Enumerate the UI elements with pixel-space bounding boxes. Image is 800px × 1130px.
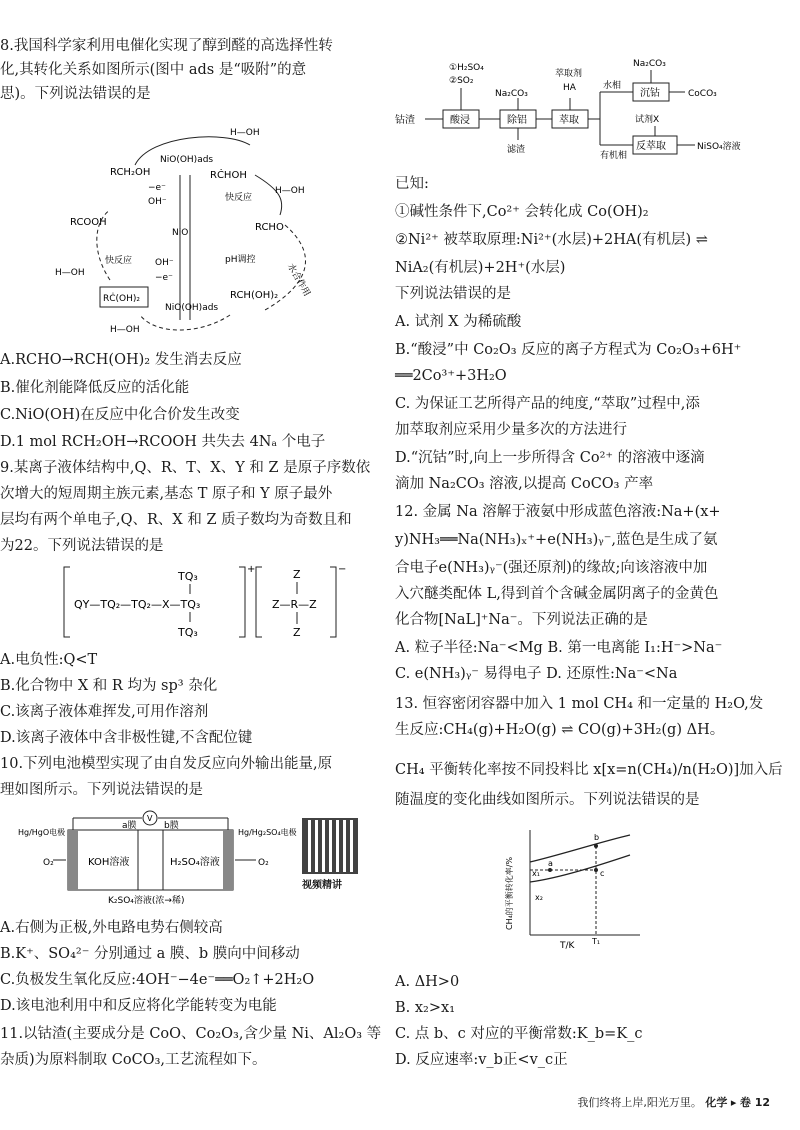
- q13-line-1: 13. 恒容密闭容器中加入 1 mol CH₄ 和一定量的 H₂O,发: [395, 696, 764, 712]
- curve-x1: [530, 835, 630, 862]
- q12-line-4: 入穴醚类配体 L,得到首个含碱金属阴离子的金黄色: [395, 586, 719, 602]
- q9-option-a: A.电负性:Q<T: [0, 652, 98, 668]
- q10-h2so4: H₂SO₄溶液: [170, 857, 220, 868]
- q12-line-2: y)NH₃══Na(NH₃)ₓ⁺+e(NH₃)ᵧ⁻,蓝色是生成了氨: [395, 532, 718, 548]
- chart-x2: x₂: [535, 893, 543, 902]
- chart-t1: T₁: [592, 937, 601, 946]
- q10-option-a: A.右侧为正极,外电路电势右侧较高: [0, 920, 223, 936]
- q8-option-c: C.NiO(OH)在反应中化合价发生改变: [0, 407, 240, 423]
- q8-water: 水合作用: [284, 262, 312, 299]
- page-footer: [577, 1094, 770, 1110]
- q10-k2so4: K₂SO₄溶液(浓→稀): [108, 896, 185, 906]
- flow-coco3: CoCO₃: [688, 89, 717, 99]
- q13-option-d: D. 反应速率:v_b正<v_c正: [395, 1052, 568, 1068]
- q11-stem-1: 11.以钴渣(主要成分是 CoO、Co₂O₃,含少量 Ni、Al₂O₃ 等: [0, 1026, 382, 1042]
- flow-ha: HA: [563, 83, 576, 93]
- footer-arrow-icon: ▸: [730, 1096, 737, 1109]
- q8-rcoh2: RĊ(OH)₂: [103, 294, 141, 304]
- q8-cycle-diagram: [40, 120, 340, 345]
- q9-charge-plus: +: [247, 564, 256, 575]
- q9-z-bottom: Z: [293, 626, 301, 639]
- q10-a-membrane: a膜: [122, 821, 137, 831]
- flow-niso4: NiSO₄溶液: [697, 142, 741, 152]
- chart-point-a: a: [548, 859, 553, 868]
- flow-extract: 萃取: [559, 115, 579, 126]
- q11-stem-2: 杂质)为原料制取 CoCO₃,工艺流程如下。: [0, 1052, 267, 1068]
- q13-line-3: CH₄ 平衡转化率按不同投料比 x[x=n(CH₄)/n(H₂O)]加入后: [395, 762, 783, 778]
- q8-stem-3: 思)。下列说法错误的是: [0, 86, 151, 102]
- q9-tq3-bottom: TQ₃: [178, 626, 198, 639]
- q11-option-d-2: 滴加 Na₂CO₃ 溶液,以提高 CoCO₃ 产率: [395, 476, 654, 492]
- q11-option-b-1: B.“酸浸”中 Co₂O₃ 反应的离子方程式为 Co₂O₃+6H⁺: [395, 342, 742, 358]
- q10-o2-right: O₂: [258, 858, 269, 868]
- q11-known-1: ①碱性条件下,Co²⁺ 会转化成 Co(OH)₂: [395, 204, 649, 220]
- q8-option-d: D.1 mol RCH₂OH→RCOOH 共失去 4Nₐ 个电子: [0, 434, 326, 450]
- flow-extractant: 萃取剂: [555, 69, 583, 79]
- q9-tq3-top: TQ₃: [178, 570, 198, 583]
- q10-left-electrode: Hg/HgO电极: [18, 828, 66, 837]
- flow-na2co3-2: Na₂CO₃: [633, 59, 666, 69]
- q8-stem-1: 8.我国科学家利用电催化实现了醇到醛的高选择性转: [0, 38, 333, 54]
- q9-option-c: C.该离子液体难挥发,可用作溶剂: [0, 704, 209, 720]
- q13-line-2: 生反应:CH₄(g)+H₂O(g) ⇌ CO(g)+3H₂(g) ΔH。: [395, 722, 725, 738]
- q9-stem-1: 9.某离子液体结构中,Q、R、T、X、Y 和 Z 是原子序数依: [0, 460, 371, 476]
- chart-point-c: c: [600, 869, 605, 878]
- q10-koh: KOH溶液: [88, 857, 130, 868]
- curve-x2: [530, 855, 630, 882]
- q11-option-c-2: 加萃取剂应采用少量多次的方法进行: [395, 422, 627, 438]
- q8-ph: pH调控: [225, 255, 256, 265]
- q8-stem-2: 化,其转化关系如图所示(图中 ads 是“吸附”的意: [0, 62, 307, 78]
- q13-option-b: B. x₂>x₁: [395, 1000, 456, 1016]
- q8-rcho: RCHO: [255, 222, 284, 233]
- q8-minus-e-1: −e⁻: [148, 183, 166, 193]
- flow-so2: ②SO₂: [449, 76, 474, 86]
- flow-reagent: 试剂X: [635, 115, 660, 125]
- chart-ylabel: CH₄的平衡转化率/%: [505, 856, 514, 930]
- q11-option-a: A. 试剂 X 为稀硫酸: [395, 314, 522, 330]
- qr-label: 视频精讲: [302, 880, 342, 891]
- flow-precip: 沉钴: [640, 88, 660, 99]
- q8-rch2oh: RCH₂OH: [110, 167, 151, 178]
- q8-hoh-3: H—OH: [55, 268, 85, 278]
- q8-fast-2: 快反应: [105, 256, 133, 266]
- q10-option-c: C.负极发生氧化反应:4OH⁻−4e⁻══O₂↑+2H₂O: [0, 972, 315, 988]
- q8-option-a: A.RCHO→RCH(OH)₂ 发生消去反应: [0, 352, 242, 368]
- q10-cell-diagram: [18, 810, 298, 910]
- q8-minus-e-2: −e⁻: [155, 273, 173, 283]
- q9-option-d: D.该离子液体中含非极性键,不含配位键: [0, 730, 253, 746]
- q11-option-b-2: ══2Co³⁺+3H₂O: [395, 368, 507, 384]
- footer-subject: 化学: [705, 1096, 728, 1109]
- chart-point-b: b: [594, 833, 600, 842]
- q8-hoh-4: H—OH: [110, 325, 140, 335]
- q13-option-a: A. ΔH>0: [395, 974, 460, 990]
- q8-oh-2: OH⁻: [155, 258, 174, 268]
- q11-known: 已知:: [395, 176, 429, 192]
- q11-flow-chart: [395, 48, 785, 163]
- q9-stem-2: 次增大的短周期主族元素,基态 T 原子和 Y 原子最外: [0, 486, 333, 502]
- q9-cation-main: QY—TQ₂—TQ₂—X—TQ₃: [74, 598, 201, 611]
- flow-start: 钴渣: [395, 115, 415, 126]
- q12-line-1: 12. 金属 Na 溶解于液氨中形成蓝色溶液:Na+(x+: [395, 504, 721, 520]
- q8-hoh-2: H—OH: [275, 186, 305, 196]
- q11-option-d-1: D.“沉钴”时,向上一步所得含 Co²⁺ 的溶液中逐滴: [395, 450, 705, 466]
- q10-voltmeter: V: [147, 814, 153, 823]
- qr-code[interactable]: [302, 818, 358, 874]
- q13-option-c: C. 点 b、c 对应的平衡常数:K_b=K_c: [395, 1026, 643, 1042]
- q12-options-ab: A. 粒子半径:Na⁻<Mg B. 第一电离能 I₁:H⁻>Na⁻: [395, 640, 723, 656]
- q10-stem-1: 10.下列电池模型实现了由自发反应向外输出能量,原: [0, 756, 333, 772]
- q11-known-2: ②Ni²⁺ 被萃取原理:Ni²⁺(水层)+2HA(有机层) ⇌: [395, 232, 708, 248]
- q9-z-top: Z: [293, 568, 301, 581]
- flow-residue: 滤渣: [507, 145, 526, 155]
- q8-niooh-top: NiO(OH)ads: [160, 155, 214, 165]
- q10-right-electrode: Hg/Hg₂SO₄电极: [238, 828, 297, 837]
- q13-chart: [500, 820, 650, 960]
- q10-b-membrane: b膜: [164, 821, 179, 831]
- q8-rcooh: RCOOH: [70, 217, 107, 228]
- chart-xlabel: T/K: [560, 941, 575, 951]
- q10-option-b: B.K⁺、SO₄²⁻ 分别通过 a 膜、b 膜向中间移动: [0, 946, 300, 962]
- flow-back: 反萃取: [636, 141, 666, 152]
- q8-oh-1: OH⁻: [148, 197, 167, 207]
- q11-known-3: NiA₂(有机层)+2H⁺(水层): [395, 260, 566, 276]
- q8-rchoh: RĊHOH: [210, 170, 247, 181]
- q11-question: 下列说法错误的是: [395, 286, 511, 302]
- flow-acid: ①H₂SO₄: [449, 63, 484, 73]
- q9-z-mid: Z—R—Z: [272, 598, 317, 611]
- chart-x1: x₁: [532, 869, 540, 878]
- q10-o2-left: O₂: [43, 858, 54, 868]
- footer-volume: 卷 12: [739, 1096, 770, 1109]
- flow-org: 有机相: [600, 151, 628, 161]
- q9-charge-minus: −: [338, 564, 347, 575]
- q12-line-3: 合电子e(NH₃)ᵧ⁻(强还原剂)的缘故;向该溶液中加: [395, 560, 708, 576]
- q8-option-b: B.催化剂能降低反应的活化能: [0, 380, 190, 396]
- q9-option-b: B.化合物中 X 和 R 均为 sp³ 杂化: [0, 678, 218, 694]
- q10-stem-2: 理如图所示。下列说法错误的是: [0, 782, 203, 798]
- q8-rchoh2: RCH(OH)₂: [230, 290, 279, 301]
- flow-na2co3-1: Na₂CO₃: [495, 89, 528, 99]
- q9-ionic-formula: [62, 562, 352, 642]
- q10-option-d: D.该电池利用中和反应将化学能转变为电能: [0, 998, 277, 1014]
- q12-line-5: 化合物[NaL]⁺Na⁻。下列说法正确的是: [395, 612, 648, 628]
- q13-line-4: 随温度的变化曲线如图所示。下列说法错误的是: [395, 792, 700, 808]
- q9-stem-3: 层均有两个单电子,Q、R、X 和 Z 质子数均为奇数且和: [0, 512, 352, 528]
- q8-fast-1: 快反应: [225, 193, 253, 203]
- q8-niooh-bottom: NiO(OH)ads: [165, 303, 219, 313]
- flow-aq: 水相: [603, 81, 622, 91]
- q9-stem-4: 为22。下列说法错误的是: [0, 538, 164, 554]
- footer-slogan: 我们终将上岸,阳光万里。: [577, 1096, 702, 1109]
- q12-options-cd: C. e(NH₃)ᵧ⁻ 易得电子 D. 还原性:Na⁻<Na: [395, 666, 678, 682]
- q8-hoh-1: H—OH: [230, 128, 260, 138]
- flow-leach: 酸浸: [450, 115, 470, 126]
- flow-al: 除铝: [507, 115, 527, 126]
- q8-nio: NiO: [172, 228, 189, 238]
- q11-option-c-1: C. 为保证工艺所得产品的纯度,“萃取”过程中,添: [395, 396, 700, 412]
